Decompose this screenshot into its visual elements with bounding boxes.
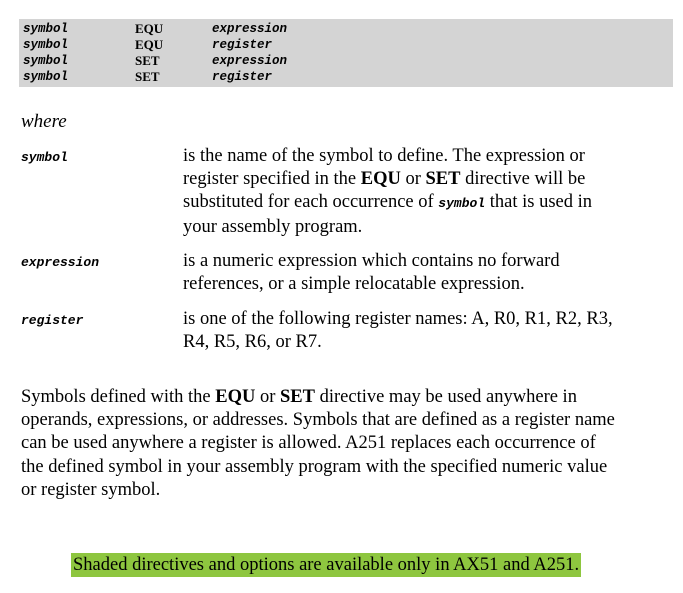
keyword-equ: EQU	[215, 387, 256, 407]
desc-line: your assembly program.	[183, 216, 363, 237]
desc-line: R4, R5, R6, or R7.	[183, 332, 322, 353]
syntax-symbol: symbol	[23, 22, 69, 36]
desc-line	[183, 191, 663, 215]
para-line: can be used anywhere a register is allowed. A251 replaces each occurrence of	[21, 433, 596, 454]
term-register: register	[21, 313, 84, 328]
para-line: or register symbol.	[21, 479, 161, 500]
syntax-symbol: symbol	[23, 70, 69, 84]
syntax-directive: SET	[135, 69, 160, 84]
desc-line	[183, 168, 663, 191]
para-line	[21, 386, 671, 409]
para-line: the defined symbol in your assembly program with the specified numeric value	[21, 456, 608, 477]
text-run: or	[255, 387, 280, 407]
desc-line: is one of the following register names: A, R0, R1, R2, R3,	[183, 309, 613, 329]
keyword-equ: EQU	[360, 169, 401, 190]
text-run: Symbols defined with the	[21, 387, 216, 407]
availability-note: Shaded directives and options are available only in AX51 and A251.	[73, 555, 580, 575]
syntax-directive: SET	[135, 53, 160, 68]
text-run: register specified in the	[183, 169, 361, 190]
term-symbol: symbol	[21, 150, 68, 165]
syntax-directive: EQU	[135, 37, 164, 52]
syntax-operand: register	[212, 70, 273, 84]
syntax-symbol: symbol	[23, 54, 69, 68]
syntax-symbol: symbol	[23, 38, 69, 52]
desc-line: is a numeric expression which contains no forward	[183, 251, 560, 271]
text-run: directive may be used anywhere in	[314, 387, 577, 407]
syntax-operand: expression	[212, 54, 288, 68]
desc-line: references, or a simple relocatable expression.	[183, 274, 525, 295]
syntax-box	[19, 19, 673, 87]
text-run: or	[400, 169, 426, 190]
desc-expression	[183, 250, 663, 296]
where-label: where	[21, 111, 67, 132]
desc-symbol	[183, 145, 663, 239]
text-run: substituted for each occurrence of	[183, 192, 439, 213]
keyword-symbol: symbol	[438, 196, 486, 212]
desc-line: is the name of the symbol to define. The expression or	[183, 146, 585, 166]
term-expression: expression	[21, 255, 100, 270]
desc-register	[183, 308, 663, 354]
syntax-directive: EQU	[135, 21, 164, 36]
para-line: operands, expressions, or addresses. Symbols that are defined as a register name	[21, 410, 615, 431]
text-run: directive will be	[460, 169, 586, 190]
syntax-operand: expression	[212, 22, 288, 36]
keyword-set: SET	[280, 387, 315, 407]
text-run: that is used in	[485, 192, 592, 213]
syntax-operand: register	[212, 38, 273, 52]
body-paragraph	[21, 386, 671, 502]
keyword-set: SET	[425, 169, 461, 190]
